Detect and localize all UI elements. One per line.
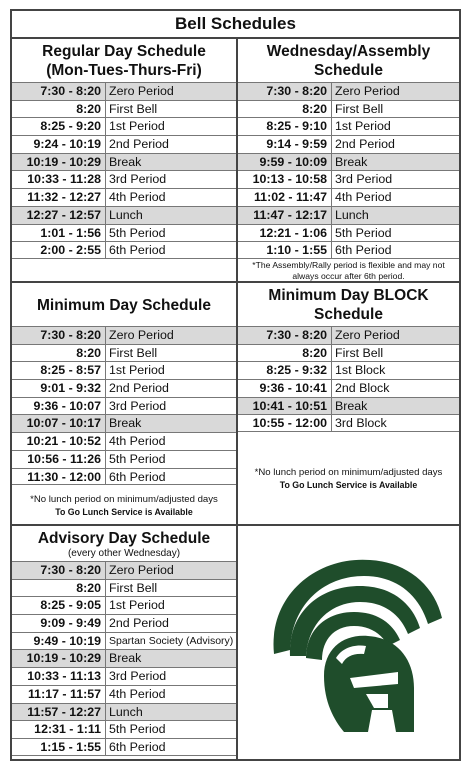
period-time: 11:32 - 12:27 xyxy=(12,189,106,206)
period-time: 8:20 xyxy=(238,345,332,362)
table-row xyxy=(12,344,236,362)
period-time: 10:07 - 10:17 xyxy=(12,415,106,432)
table-row xyxy=(12,414,236,432)
period-name: 2nd Period xyxy=(109,616,169,631)
period-time: 9:14 - 9:59 xyxy=(238,136,332,153)
period-name: Break xyxy=(335,154,368,169)
schedule-table xyxy=(238,82,459,259)
section-title xyxy=(238,286,459,324)
table-row xyxy=(12,188,236,206)
table-row xyxy=(12,738,236,756)
period-time: 9:24 - 10:19 xyxy=(12,136,106,153)
table-row xyxy=(12,206,236,224)
table-row xyxy=(12,224,236,242)
period-time: 11:57 - 12:27 xyxy=(12,704,106,721)
period-time: 11:02 - 11:47 xyxy=(238,189,332,206)
table-row xyxy=(12,326,236,344)
period-name: 1st Period xyxy=(109,363,165,378)
period-time: 11:47 - 12:17 xyxy=(238,207,332,224)
table-row xyxy=(12,685,236,703)
table-row xyxy=(12,117,236,135)
table-row xyxy=(238,397,459,415)
period-name: Zero Period xyxy=(335,328,400,342)
period-name: 3rd Period xyxy=(109,172,167,187)
period-time: 8:25 - 9:32 xyxy=(238,362,332,379)
period-time: 12:21 - 1:06 xyxy=(238,225,332,242)
period-name: Break xyxy=(109,154,142,169)
period-name: 6th Period xyxy=(109,469,166,484)
period-time: 10:19 - 10:29 xyxy=(12,650,106,667)
table-row xyxy=(238,224,459,242)
period-name: 3rd Period xyxy=(109,669,167,684)
period-name: First Bell xyxy=(109,345,158,360)
period-time: 10:19 - 10:29 xyxy=(12,154,106,171)
period-name: 2nd Period xyxy=(335,137,395,152)
period-time: 10:21 - 10:52 xyxy=(12,433,106,450)
period-time: 9:49 - 10:19 xyxy=(12,633,106,650)
table-row xyxy=(238,206,459,224)
table-row xyxy=(12,153,236,171)
period-name: Lunch xyxy=(335,207,369,222)
table-row xyxy=(12,596,236,614)
table-row xyxy=(238,170,459,188)
table-row xyxy=(238,135,459,153)
note-line: always occur after 6th period. xyxy=(292,271,405,281)
table-row xyxy=(12,82,236,100)
table-row xyxy=(12,649,236,667)
regular-day-schedule xyxy=(12,39,236,281)
period-time: 7:30 - 8:20 xyxy=(12,83,106,100)
period-name: First Bell xyxy=(335,345,384,360)
period-time: 8:25 - 9:20 xyxy=(12,118,106,135)
period-time: 8:20 xyxy=(238,101,332,118)
period-time: 7:30 - 8:20 xyxy=(238,83,332,100)
table-row xyxy=(12,720,236,738)
period-name: Zero Period xyxy=(335,84,400,98)
period-name: 2nd Block xyxy=(335,381,390,396)
table-row xyxy=(12,432,236,450)
table-row xyxy=(238,188,459,206)
period-name: 4th Period xyxy=(109,434,166,449)
period-time: 10:33 - 11:13 xyxy=(12,668,106,685)
period-time: 8:25 - 9:05 xyxy=(12,597,106,614)
period-time: 1:15 - 1:55 xyxy=(12,739,106,755)
period-name: 1st Period xyxy=(109,119,165,134)
period-time: 8:25 - 8:57 xyxy=(12,362,106,379)
period-name: 4th Period xyxy=(109,190,166,205)
table-row xyxy=(12,135,236,153)
schedule-table xyxy=(12,326,236,485)
period-time: 8:20 xyxy=(12,580,106,597)
period-time: 11:17 - 11:57 xyxy=(12,686,106,703)
period-name: 1st Period xyxy=(109,598,165,613)
period-name: Zero Period xyxy=(109,563,174,577)
period-time: 9:09 - 9:49 xyxy=(12,615,106,632)
note-line: *The Assembly/Rally period is flexible and may not xyxy=(252,260,445,270)
period-time: 12:27 - 12:57 xyxy=(12,207,106,224)
period-name: Break xyxy=(335,398,368,413)
period-name: 6th Period xyxy=(109,243,166,258)
period-name: 5th Period xyxy=(109,722,166,737)
period-time: 7:30 - 8:20 xyxy=(238,327,332,344)
wednesday-assembly-schedule xyxy=(238,39,459,281)
period-time: 9:59 - 10:09 xyxy=(238,154,332,171)
section-title xyxy=(12,42,236,80)
lunch-note xyxy=(12,494,236,518)
period-name: 3rd Block xyxy=(335,416,387,431)
section-title-line: Schedule xyxy=(314,62,383,79)
table-row xyxy=(12,361,236,379)
schedule-table xyxy=(238,326,459,432)
table-row xyxy=(12,703,236,721)
period-time: 1:10 - 1:55 xyxy=(238,242,332,258)
minimum-day-block-schedule xyxy=(238,283,459,524)
table-row xyxy=(12,379,236,397)
period-name: Zero Period xyxy=(109,84,174,98)
period-name: Break xyxy=(109,416,142,431)
section-title xyxy=(238,42,459,80)
table-row xyxy=(12,100,236,118)
note-line: *No lunch period on minimum/adjusted days xyxy=(254,467,443,478)
bell-schedules-sheet xyxy=(10,9,461,761)
period-time: 9:36 - 10:07 xyxy=(12,398,106,415)
advisory-day-schedule xyxy=(12,526,236,759)
period-name: 1st Period xyxy=(335,119,391,134)
table-row xyxy=(238,153,459,171)
table-row xyxy=(12,561,236,579)
period-name: Lunch xyxy=(109,704,143,719)
period-name: 4th Period xyxy=(335,190,392,205)
section-title-line: Wednesday/Assembly xyxy=(266,43,431,60)
period-time: 11:30 - 12:00 xyxy=(12,469,106,485)
section-title-line: Minimum Day BLOCK xyxy=(268,287,429,304)
section-title-line: Regular Day Schedule xyxy=(42,43,206,60)
table-row xyxy=(12,468,236,486)
period-name: 4th Period xyxy=(109,686,166,701)
period-name: 2nd Period xyxy=(109,137,169,152)
period-time: 8:20 xyxy=(12,101,106,118)
period-time: 8:20 xyxy=(12,345,106,362)
section-title: Advisory Day Schedule xyxy=(37,530,211,547)
table-row xyxy=(238,100,459,118)
period-time: 9:01 - 9:32 xyxy=(12,380,106,397)
table-row xyxy=(238,414,459,432)
period-time: 10:33 - 11:28 xyxy=(12,171,106,188)
period-name: 5th Period xyxy=(335,225,392,240)
period-time: 10:13 - 10:58 xyxy=(238,171,332,188)
schedule-table xyxy=(12,82,236,259)
section-title-line: Schedule xyxy=(314,306,383,323)
table-row xyxy=(238,344,459,362)
period-time: 9:36 - 10:41 xyxy=(238,380,332,397)
period-name: 6th Period xyxy=(335,243,392,258)
table-row xyxy=(12,241,236,259)
period-name: Zero Period xyxy=(109,328,174,342)
period-name: 3rd Period xyxy=(335,172,393,187)
section-title: Minimum Day Schedule xyxy=(37,297,211,314)
table-row xyxy=(12,450,236,468)
schedule-table xyxy=(12,561,236,756)
note-line: To Go Lunch Service is Available xyxy=(55,507,193,517)
period-name: First Bell xyxy=(109,101,158,116)
period-time: 2:00 - 2:55 xyxy=(12,242,106,258)
table-row xyxy=(238,361,459,379)
table-row xyxy=(238,241,459,259)
table-row xyxy=(12,667,236,685)
lunch-note xyxy=(238,467,459,491)
table-row xyxy=(238,379,459,397)
table-row xyxy=(12,170,236,188)
minimum-day-schedule xyxy=(12,283,236,524)
table-row xyxy=(238,117,459,135)
period-time: 10:55 - 12:00 xyxy=(238,415,332,431)
note-line: *No lunch period on minimum/adjusted days xyxy=(30,494,218,505)
page-title: Bell Schedules xyxy=(12,11,459,39)
spartan-helmet-icon xyxy=(238,526,459,759)
note-line: To Go Lunch Service is Available xyxy=(279,480,418,490)
period-name: Break xyxy=(109,651,142,666)
period-time: 1:01 - 1:56 xyxy=(12,225,106,242)
table-row xyxy=(12,397,236,415)
period-time: 8:25 - 9:10 xyxy=(238,118,332,135)
period-name: 5th Period xyxy=(109,225,166,240)
period-name: First Bell xyxy=(335,101,384,116)
table-row xyxy=(12,632,236,650)
period-name: 6th Period xyxy=(109,739,166,754)
section-title-line: (Mon-Tues-Thurs-Fri) xyxy=(46,62,202,79)
assembly-note xyxy=(238,260,459,282)
table-row xyxy=(12,614,236,632)
period-time: 10:41 - 10:51 xyxy=(238,398,332,415)
period-time: 7:30 - 8:20 xyxy=(12,327,106,344)
period-name: First Bell xyxy=(109,580,158,595)
period-name: 5th Period xyxy=(109,451,166,466)
table-row xyxy=(12,579,236,597)
period-name: Lunch xyxy=(109,207,143,222)
period-name: 1st Block xyxy=(335,363,386,378)
period-time: 12:31 - 1:11 xyxy=(12,721,106,738)
period-time: 7:30 - 8:20 xyxy=(12,562,106,579)
period-time: 10:56 - 11:26 xyxy=(12,451,106,468)
table-row xyxy=(238,326,459,344)
table-row xyxy=(238,82,459,100)
period-name: 3rd Period xyxy=(109,398,167,413)
period-name: 2nd Period xyxy=(109,381,169,396)
period-name: Spartan Society (Advisory) xyxy=(109,634,234,647)
section-subtitle: (every other Wednesday) xyxy=(67,548,181,559)
